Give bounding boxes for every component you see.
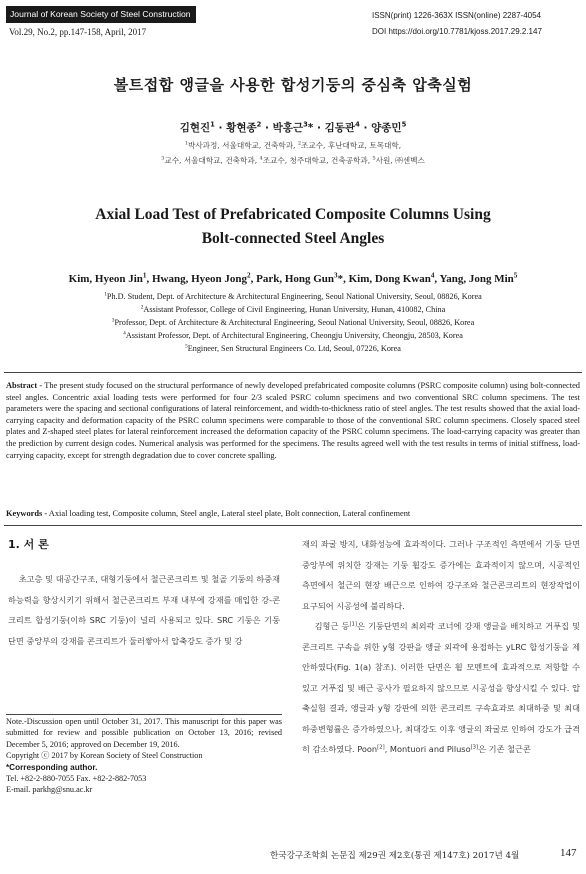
notes-rule (6, 714, 282, 715)
left-column-body: 초고층 및 대공간구조, 대형기둥에서 철근콘크리트 및 철골 기둥의 하중재하능력을 향상시키기 위해서 철근콘크리트 부재 내부에 강재를 매입한 강-콘크리트 합성기둥(이하 SRC 기둥)이 널리 사용되고 있다. SRC 기둥은 기둥 단면 중앙부의 강재를 콘크리트가 둘러쌓아서 압축강도 증가 및 강 (8, 574, 280, 646)
phone-fax: Tel. +82-2-880-7055 Fax. +82-2-882-7053 (6, 774, 147, 784)
abstract: Abstract - The present study focused on the structural performance of newly developed prefabricated composite columns (PSRC composite column) using bolt-connected steel angles. Concentric axial loading tests were performed for four 2/3 scaled PSRC column specimens and two conventional SRC column specimens. The test parameters were the spacing and sectional configurations of lateral reinforcement, and width-to-thickness ratio of steel angles. The test results showed that the axial load-carrying capacity and deformation capacity of the PSRC column specimens were comparable to those of the conventional SRC column specimens. Closely spaced steel plates and Z-shaped steel plates for lateral reinforcement increased the deformation capacity of the PSRC column specimens. The load-carrying capacity was greater than the prediction by current design codes. Numerical analysis was performed for the specimens. The results agreed well with the test results in terms of initial stiffness, load-carrying capacity, except for strength degradation due to cover concrete spalling. (6, 381, 580, 460)
copyright-note: Copyright ⓒ 2017 by Korean Society of Steel Construction (6, 751, 203, 761)
right-paragraph-1: 재의 좌굴 방지, 내화성능에 효과적이다. 그러나 구조적인 측면에서 기둥 단면 중앙부에 위치한 강재는 기둥 휨강도 증가에는 효과적이지 않으며, 시공적인 측면에서 철근의 현장 배근으로 인하여 강구조와 철근콘크리트의 현장작업이 요구되어 시공성에 불리하다. (302, 539, 580, 611)
korean-authors: 김현진$^1$ · 황현종$^2$ · 박홍근$^3$* · 김동관$^4$ · 양종민$^5$ (179, 120, 407, 134)
page-number: 147 (560, 847, 577, 859)
english-authors: Kim, Hyeon Jin$^1$, Hwang, Hyeon Jong$^2$, Park, Hong Gun$^3$*, Kim, Dong Kwan$^4$, Yang, Jong Min$^5$ (68, 271, 518, 285)
abstract-top-rule (4, 372, 582, 373)
right-column-body (302, 534, 580, 760)
issn-info: ISSN(print) 1226-363X ISSN(online) 2287-4054 (372, 11, 541, 20)
right-paragraph-2: 김형근 등[1]은 기둥단면의 최외곽 코너에 강재 앵글을 배치하고 거푸집 및 콘크리트 구속을 위한 y형 강판을 앵글 외곽에 용접하는 yLRC 합성기둥을 제안하였다(Fig. 1(a) 참조). 이러한 단면은 휨 모멘트에 효과적으로 저항할 수 있고 거푸집 및 배근 공사가 필요하지 않으므로 시공성을 향상시킬 수 있다. 압축실험 결과, 앵글과 y형 강판에 의한 콘크리트 구속효과로 최대하중 및 최대하중변형률은 증가하였으나, 최대강도 이후 앵글의 좌굴로 인하여 강도가 급격히 감소하였다. Poon[2], Montuori and Piluso[3]은 기존 철근콘 (302, 621, 580, 754)
english-title-line-2: Bolt-connected Steel Angles (201, 230, 385, 247)
keywords: Keywords - Axial loading test, Composite column, Steel angle, Lateral steel plate, Bolt connection, Lateral confinement (6, 509, 411, 518)
corresponding-author: *Corresponding author. (6, 762, 98, 772)
english-title-line-1: Axial Load Test of Prefabricated Composite Columns Using (95, 206, 491, 223)
abstract-bottom-rule (4, 525, 582, 526)
english-affiliation-2: $^2$Assistant Professor, College of Civil Engineering, Hunan University, Hunan, 410082, China (140, 304, 446, 314)
english-affiliation-1: $^1$Ph.D. Student, Dept. of Architecture & Architectural Engineering, Seoul National University, Seoul, 08826, Korea (104, 291, 482, 301)
korean-title: 볼트접합 앵글을 사용한 합성기둥의 중심축 압축실험 (113, 76, 473, 94)
email[interactable]: E-mail. parkhg@snu.ac.kr (6, 785, 93, 795)
journal-name-banner: Journal of Korean Society of Steel Construction (6, 6, 196, 23)
korean-affiliation-1: $^1$박사과정, 서울대학교, 건축학과, $^2$조교수, 후난대학교, 토목대학, (184, 140, 402, 150)
volume-info: Vol.29, No.2, pp.147-158, April, 2017 (9, 27, 147, 37)
footnotes (6, 716, 282, 796)
section-heading-introduction: 1. 서 론 (8, 538, 49, 551)
english-affiliation-3: $^3$Professor, Dept. of Architecture & Architectural Engineering, Seoul National University, Seoul, 08826, Korea (111, 317, 475, 327)
english-affiliation-4: $^4$Assistant Professor, Dept. of Architectural Engineering, Cheongju University, Cheongju, 28503, Korea (123, 330, 463, 340)
english-affiliation-5: $^5$Engineer, Sen Structural Engineers Co. Ltd, Seoul, 07226, Korea (185, 343, 401, 353)
korean-affiliation-2: $^3$교수, 서울대학교, 건축학과, $^4$조교수, 청주대학교, 건축공학과, $^5$사원, ㈜센벡스 (161, 155, 425, 165)
discussion-note: Note.-Discussion open until October 31, 2017. This manuscript for this paper was submitted for review and possible publication on October 13, 2016; revised December 5, 2016; approved on December 19, 2016. (6, 717, 282, 749)
footer-journal-info: 한국강구조학회 논문집 제29권 제2호(통권 제147호) 2017년 4월 (270, 851, 520, 861)
doi-link[interactable]: DOI https://doi.org/10.7781/kjoss.2017.29.2.147 (372, 27, 542, 36)
